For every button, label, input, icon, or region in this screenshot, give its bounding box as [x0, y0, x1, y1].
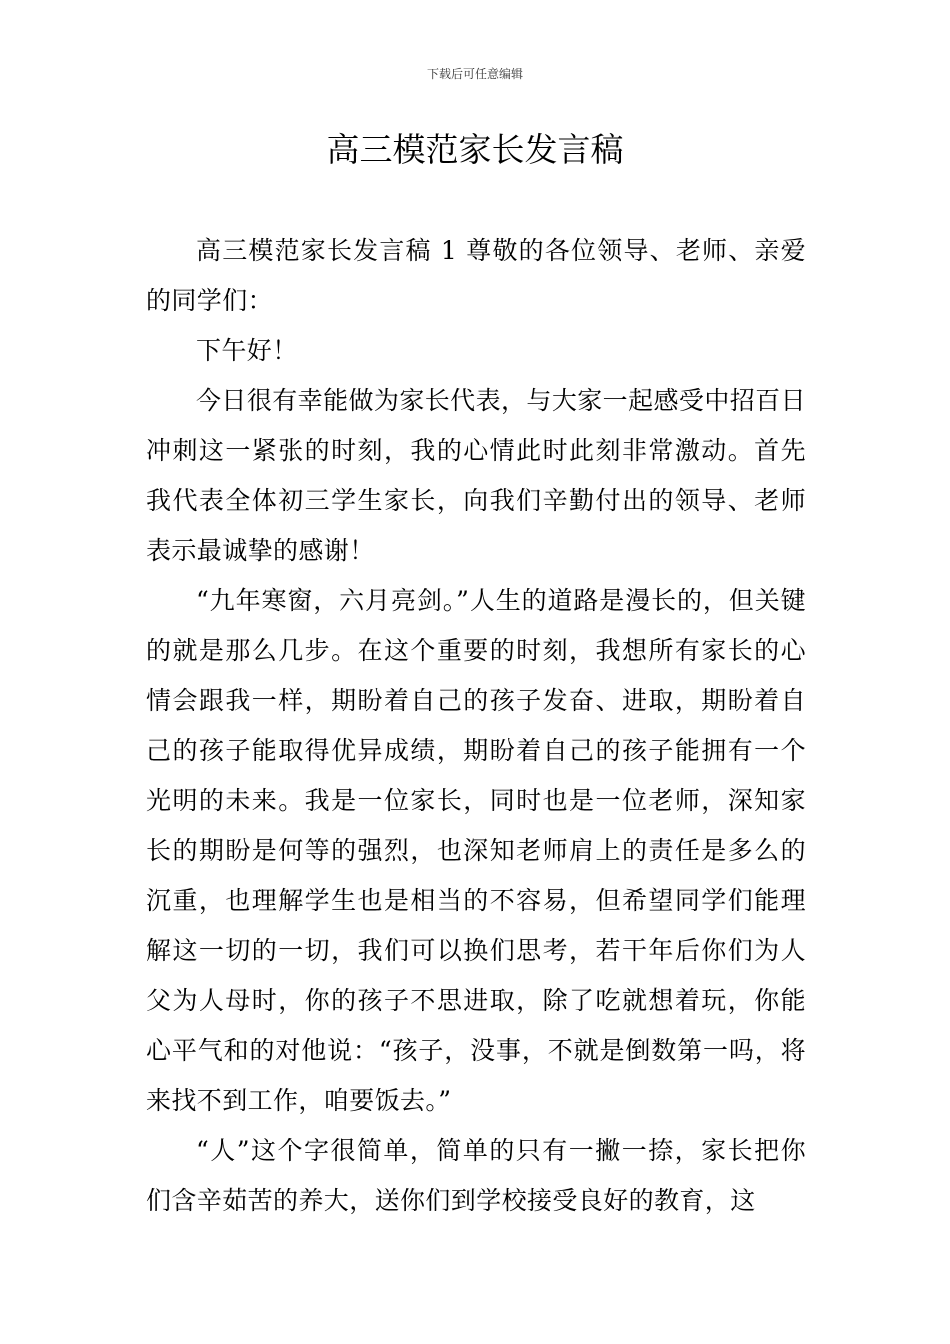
paragraph-good-afternoon: 下午好！: [196, 336, 298, 365]
document-title: 高三模范家长发言稿: [326, 130, 624, 169]
paragraph-introduction: 今日很有幸能做为家长代表，与大家一起感受中招百日冲刺这一紧张的时刻，我的心情此时此刻非常激动。首先我代表全体初三学生家长，向我们辛勤付出的领导、老师表示最诚挚的感谢！: [146, 386, 806, 565]
header-note: 下载后可任意编辑: [426, 67, 523, 81]
paragraph-person-character: “人”这个字很简单，简单的只有一撇一捺，家长把你们含辛茹苦的养大，送你们到学校接受良好的教育，这: [146, 1136, 806, 1215]
paragraph-expectations: “九年寒窗，六月亮剑。”人生的道路是漫长的，但关键的就是那么几步。在这个重要的时刻，我想所有家长的心情会跟我一样，期盼着自己的孩子发奋、进取，期盼着自己的孩子能取得优异成绩，期盼着自己的孩子能拥有一个光明的未来。我是一位家长，同时也是一位老师，深知家长的期盼是何等的强烈，也深知老师肩上的责任是多么的沉重，也理解学生也是相当的不容易，但希望同学们能理解这一切的一切，我们可以换们思考，若干年后你们为人父为人母时，你的孩子不思进取，除了吃就想着玩，你能心平气和的对他说：“孩子，没事，不就是倒数第一吗，将来找不到工作，咱要饭去。”: [146, 586, 806, 1115]
paragraph-greeting: 高三模范家长发言稿 1 尊敬的各位领导、老师、亲爱的同学们：: [146, 236, 806, 315]
document-body: [146, 226, 806, 1226]
